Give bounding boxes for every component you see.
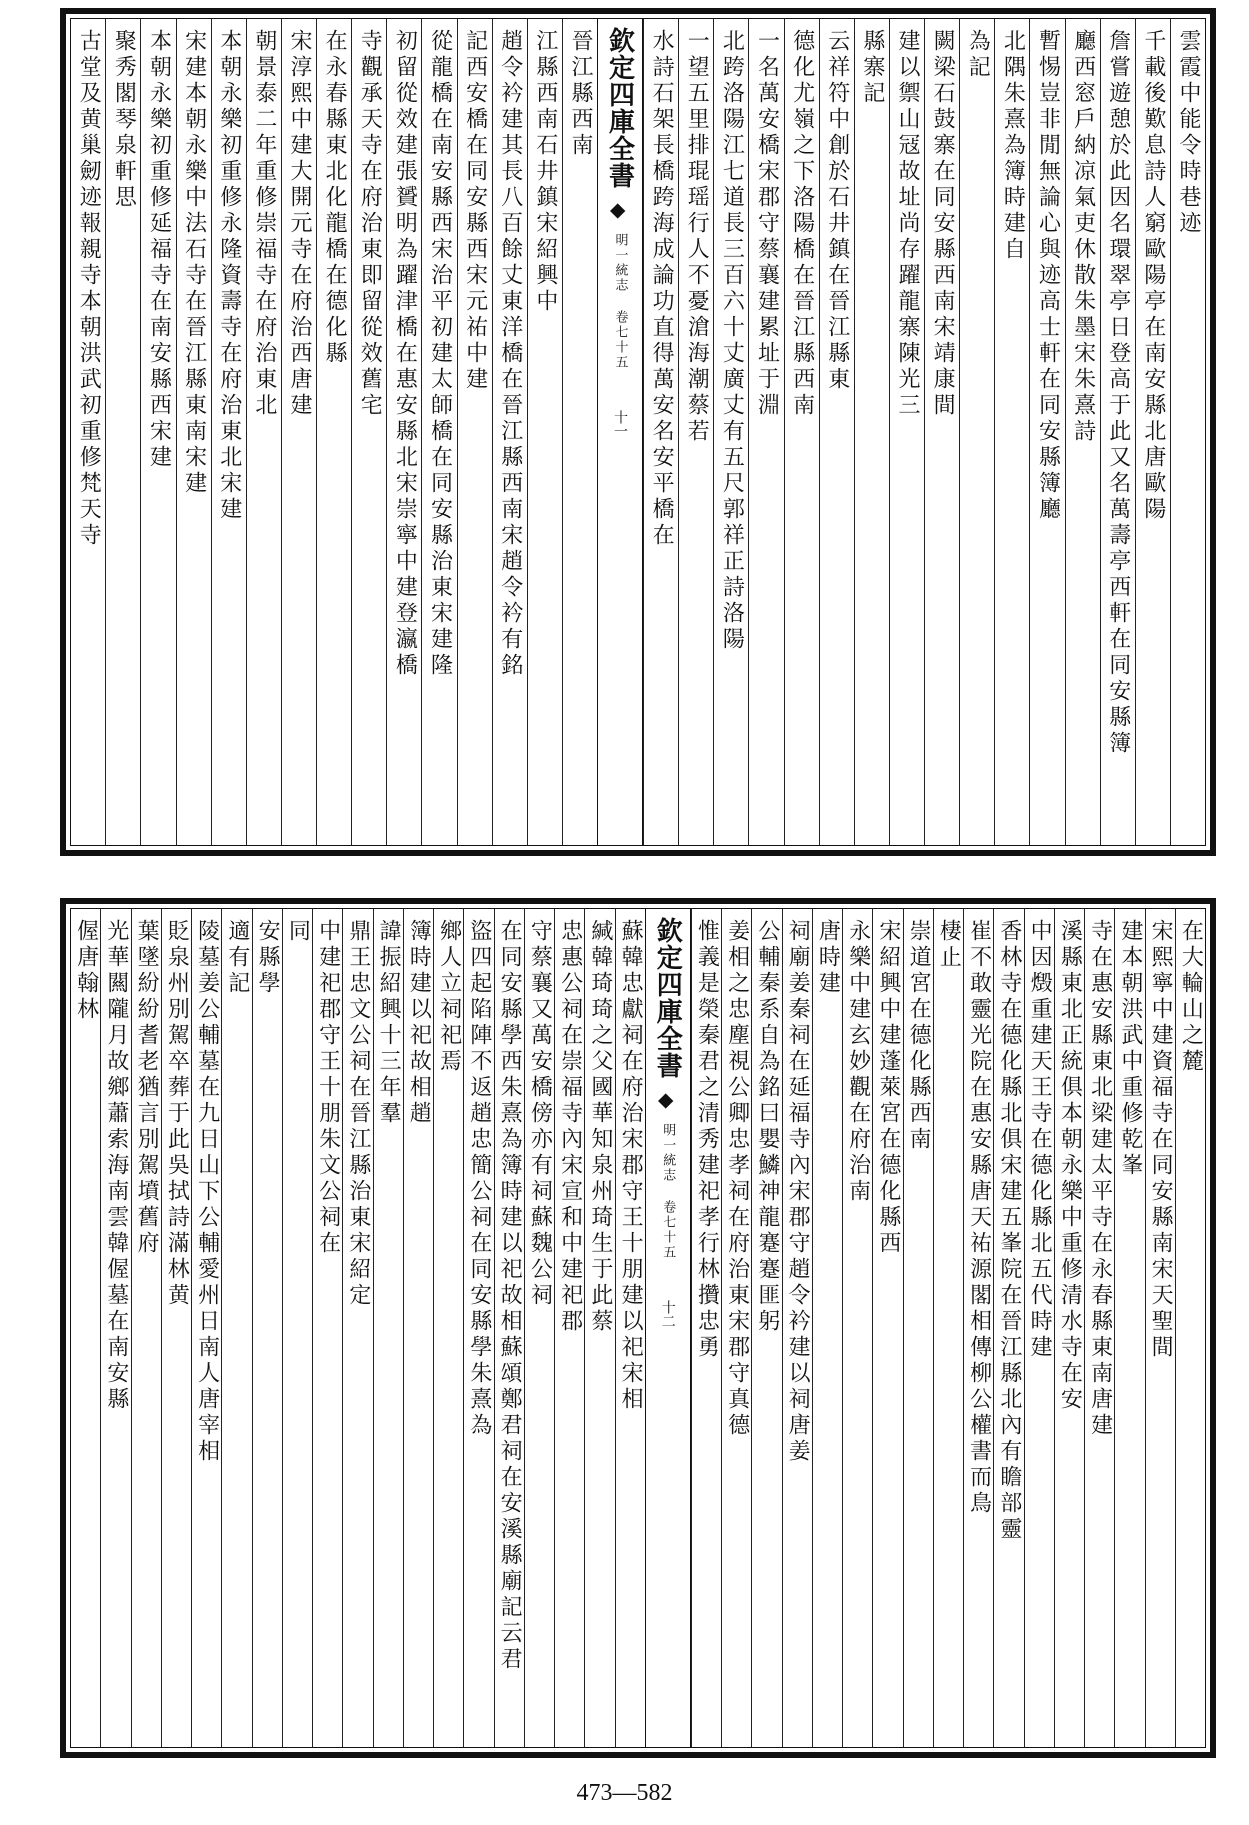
text-column: 永樂中建玄妙觀在府治南 (842, 909, 872, 1747)
text-column: 本朝永樂初重修延福寺在南安縣西宋建 (140, 19, 175, 845)
text-column: 水詩石架長橋跨海成論功直得萬安名安平橋在 (643, 19, 678, 845)
text-column: 公輔秦系自為銘曰嬰鱗神龍蹇蹇匪躬 (751, 909, 781, 1747)
text-column: 建本朝洪武中重修乾峯 (1114, 909, 1144, 1747)
text-column: 適有記 (221, 909, 251, 1747)
text-column: 江縣西南石井鎮宋紹興中 (527, 19, 562, 845)
text-column: 古堂及黄巢劒迹報親寺本朝洪武初重修梵天寺 (76, 29, 102, 549)
text-column: 葉墜紛紛耆老猶言別駕墳舊府 (131, 909, 161, 1747)
text-column: 寺在惠安縣東北梁建太平寺在永春縣東南唐建 (1084, 909, 1114, 1747)
text-column: 晉江縣西南 (562, 19, 597, 845)
text-column: 暫惕豈非閒無論心與迹高士軒在同安縣簿廳 (1029, 19, 1064, 845)
text-column: 在大輪山之麓 (1175, 909, 1205, 1747)
text-column: 安縣學 (252, 909, 282, 1747)
text-column: 在同安縣學西朱熹為簿時建以祀故相蘇頌鄭君祠在安溪縣廟記云君 (494, 909, 524, 1747)
text-column: 宋建本朝永樂中法石寺在晉江縣東南宋建 (176, 19, 211, 845)
text-column: 在永春縣東北化龍橋在德化縣 (316, 19, 351, 845)
text-column: 從龍橋在南安縣西宋治平初建太師橋在同安縣治東宋建隆 (421, 19, 456, 845)
text-column: 宋熙寧中建資福寺在同安縣南宋天聖間 (1145, 909, 1175, 1747)
text-column: 中建祀郡守王十朋朱文公祠在 (312, 909, 342, 1747)
text-column: 盜四起陷陣不返趙忠簡公祠在同安縣學朱熹為 (463, 909, 493, 1747)
text-column: 為記 (959, 19, 994, 845)
fish-tail-mark: ◆ (608, 203, 633, 219)
lower-page-frame (70, 908, 1206, 1748)
text-column: 云祥符中創於石井鎮在晉江縣東 (819, 19, 854, 845)
text-column: 光華闗隴月故鄉蕭索海南雲韓偓墓在南安縣 (100, 909, 130, 1747)
text-column: 惟義是榮秦君之清秀建祀孝行林攢忠勇 (691, 909, 721, 1747)
text-column: 同 (282, 909, 312, 1747)
book-title: 欽定四庫全書 (604, 27, 635, 189)
text-column: 香林寺在德化縣北俱宋建五峯院在晉江縣北內有瞻部靈 (993, 909, 1023, 1747)
text-column: 諱振紹興十三年羣 (373, 909, 403, 1747)
upper-page-columns (71, 19, 1205, 845)
text-column: 記西安橋在同安縣西宋元祐中建 (457, 19, 492, 845)
text-column: 忠惠公祠在崇福寺內宋宣和中建祀郡 (554, 909, 584, 1747)
text-column: 中因燬重建天王寺在德化縣北五代時建 (1024, 909, 1054, 1747)
text-column: 祠廟姜秦祠在延福寺內宋郡守趙令衿建以祠唐姜 (782, 909, 812, 1747)
page-number: 十二 (659, 1300, 676, 1328)
chapter-label: 明一統志 卷七十五 (612, 233, 628, 370)
text-column: 陵墓姜公輔墓在九日山下公輔愛州日南人唐宰相 (191, 909, 221, 1747)
text-column: 德化尤嶺之下洛陽橋在晉江縣西南 (784, 19, 819, 845)
text-column: 守蔡襄又萬安橋傍亦有祠蘇魏公祠 (524, 909, 554, 1747)
text-column: 鼎王忠文公祠在晉江縣治東宋紹定 (342, 909, 372, 1747)
text-column: 本朝永樂初重修永隆資壽寺在府治東北宋建 (211, 19, 246, 845)
text-column: 緘韓琦琦之父國華知泉州琦生于此蔡 (584, 909, 614, 1747)
text-column: 宋淳熙中建大開元寺在府治西唐建 (281, 19, 316, 845)
text-column: 溪縣東北正統俱本朝永樂中重修清水寺在安 (1054, 909, 1084, 1747)
lower-page-columns (71, 909, 1205, 1747)
text-column: 寺觀承天寺在府治東即留從效舊宅 (351, 19, 386, 845)
text-column: 趙令衿建其長八百餘丈東洋橋在晉江縣西南宋趙令衿有銘 (492, 19, 527, 845)
book-title: 欽定四庫全書 (652, 917, 683, 1079)
text-column: 建以禦山冦故址尚存躍龍寨陳光三 (889, 19, 924, 845)
text-column: 朝景泰二年重修崇福寺在府治東北 (246, 19, 281, 845)
text-column: 一名萬安橋宋郡守蔡襄建累址于淵 (748, 19, 783, 845)
page-number: 十一 (612, 410, 628, 438)
text-column: 縣寨記 (854, 19, 889, 845)
text-column: 棲止 (933, 909, 963, 1747)
text-column: 崔不敢靈光院在惠安縣唐天祐源閣相傳柳公權書而鳥 (963, 909, 993, 1747)
lower-page (60, 898, 1216, 1758)
text-column: 北隅朱熹為簿時建自 (994, 19, 1029, 845)
center-fold-column (645, 909, 691, 1747)
upper-page (60, 8, 1216, 856)
text-column: 聚秀閣琴泉軒思 (105, 19, 140, 845)
text-column: 雲霞中能令時巷迹 (1170, 19, 1205, 845)
page-footer-number: 473—582 (576, 1780, 673, 1806)
text-column: 闕梁石鼓寨在同安縣西南宋靖康間 (924, 19, 959, 845)
text-column: 詹嘗遊憩於此因名環翠亭日登高于此又名萬壽亭西軒在同安縣簿 (1100, 19, 1135, 845)
text-column: 千載後歎息詩人窮歐陽亭在南安縣北唐歐陽 (1135, 19, 1170, 845)
text-column: 唐時建 (812, 909, 842, 1747)
text-column: 貶泉州別駕卒葬于此吳拭詩滿林黄 (161, 909, 191, 1747)
text-column: 姜相之忠塵視公卿忠孝祠在府治東宋郡守真德 (721, 909, 751, 1747)
text-column: 初留從效建張贇明為躍津橋在惠安縣北宋崇寧中建登瀛橋 (386, 19, 421, 845)
text-column: 北跨洛陽江七道長三百六十丈廣丈有五尺郭祥正詩洛陽 (713, 19, 748, 845)
fish-tail-mark: ◆ (655, 1093, 680, 1109)
text-column: 蘇韓忠獻祠在府治宋郡守王十朋建以祀宋相 (615, 909, 645, 1747)
text-column: 一望五里排琨瑶行人不憂滄海潮蔡若 (678, 19, 713, 845)
text-column: 廳西窓戶納凉氣吏休散朱墨宋朱熹詩 (1065, 19, 1100, 845)
text-column: 偓唐翰林 (73, 919, 99, 1023)
chapter-label: 明一統志 卷七十五 (660, 1123, 676, 1260)
text-column: 宋紹興中建蓬萊宮在德化縣西 (872, 909, 902, 1747)
upper-page-frame (70, 18, 1206, 846)
center-fold-column (597, 19, 643, 845)
text-column: 崇道宮在德化縣西南 (903, 909, 933, 1747)
text-column: 簿時建以祀故相趙 (403, 909, 433, 1747)
text-column: 鄉人立祠祀焉 (433, 909, 463, 1747)
